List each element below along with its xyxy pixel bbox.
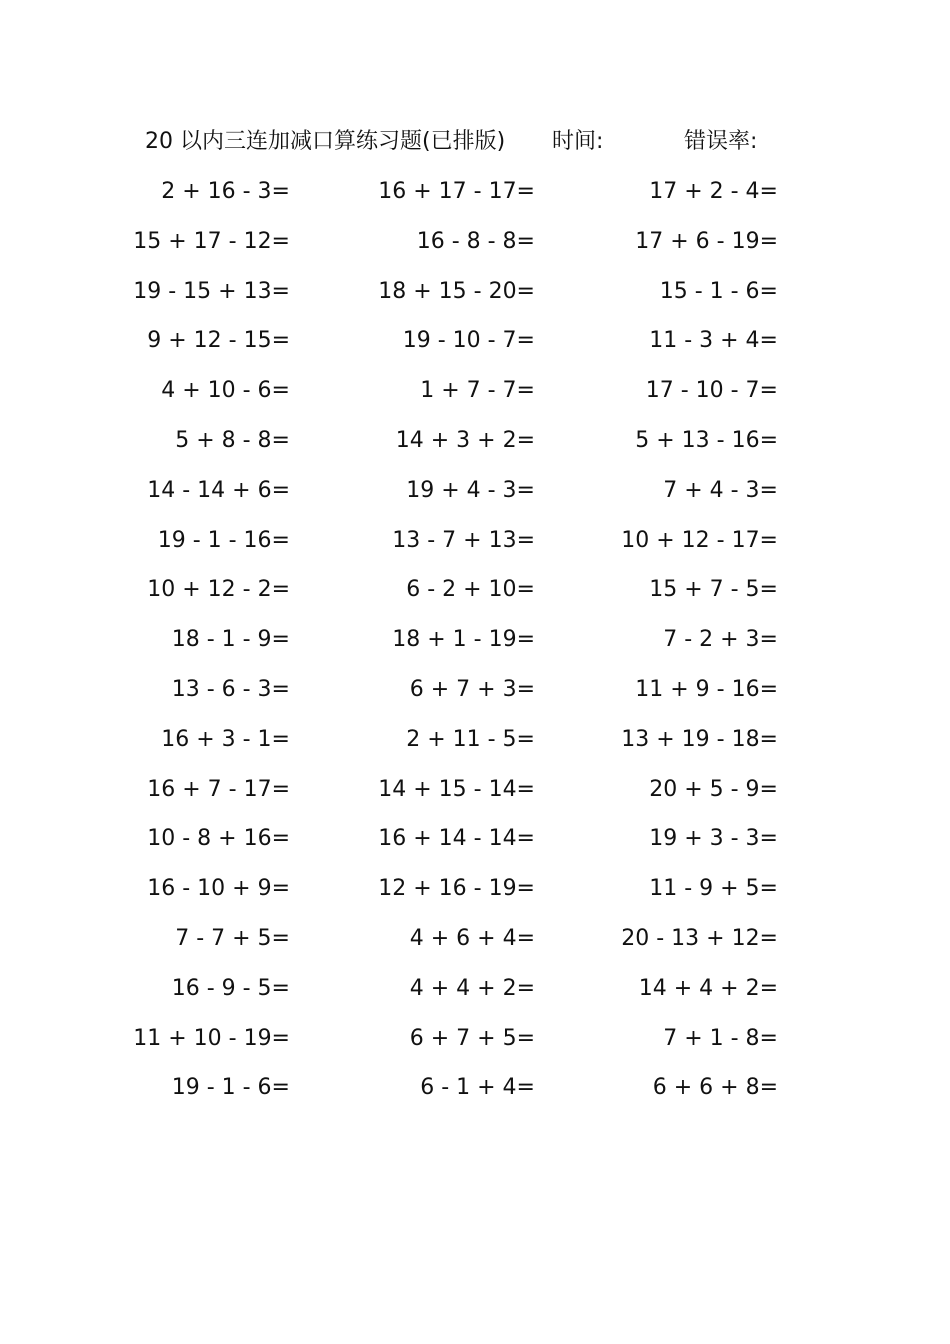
- arithmetic-problem: 14 + 3 + 2=: [395, 427, 535, 453]
- arithmetic-problem: 1 + 7 - 7=: [420, 378, 535, 404]
- arithmetic-problem: 16 + 3 - 1=: [161, 726, 290, 752]
- arithmetic-problem: 18 + 15 - 20=: [378, 278, 535, 304]
- arithmetic-problem: 13 - 7 + 13=: [392, 527, 535, 553]
- arithmetic-problem: 19 - 10 - 7=: [402, 328, 535, 354]
- time-label: 时间:: [552, 129, 604, 154]
- arithmetic-problem: 9 + 12 - 15=: [147, 328, 290, 354]
- problem-row: [0, 272, 950, 322]
- arithmetic-problem: 6 + 7 + 3=: [409, 676, 535, 702]
- arithmetic-problem: 2 + 11 - 5=: [406, 726, 535, 752]
- arithmetic-problem: 17 - 10 - 7=: [645, 378, 778, 404]
- problem-row: [0, 919, 950, 969]
- arithmetic-problem: 14 - 14 + 6=: [147, 477, 290, 503]
- problem-row: [0, 321, 950, 371]
- problem-row: [0, 720, 950, 770]
- arithmetic-problem: 20 + 5 - 9=: [649, 776, 778, 802]
- arithmetic-problem: 19 + 3 - 3=: [649, 826, 778, 852]
- problem-row: [0, 819, 950, 869]
- arithmetic-problem: 5 + 8 - 8=: [175, 427, 290, 453]
- arithmetic-problem: 6 - 2 + 10=: [406, 577, 535, 603]
- error-rate-label: 错误率:: [684, 129, 758, 154]
- problem-row: [0, 471, 950, 521]
- arithmetic-problem: 5 + 13 - 16=: [635, 427, 778, 453]
- problem-row: [0, 172, 950, 222]
- arithmetic-problem: 15 - 1 - 6=: [659, 278, 778, 304]
- problem-row: [0, 969, 950, 1019]
- arithmetic-problem: 11 - 3 + 4=: [649, 328, 778, 354]
- arithmetic-problem: 13 + 19 - 18=: [621, 726, 778, 752]
- arithmetic-problem: 19 - 1 - 6=: [171, 1075, 290, 1101]
- arithmetic-problem: 16 + 14 - 14=: [378, 826, 535, 852]
- arithmetic-problem: 10 + 12 - 17=: [621, 527, 778, 553]
- arithmetic-problem: 17 + 6 - 19=: [635, 228, 778, 254]
- arithmetic-problem: 16 + 17 - 17=: [378, 179, 535, 204]
- arithmetic-problem: 12 + 16 - 19=: [378, 876, 535, 902]
- arithmetic-problem: 17 + 2 - 4=: [649, 179, 778, 204]
- problem-row: [0, 670, 950, 720]
- arithmetic-problem: 14 + 15 - 14=: [378, 776, 535, 802]
- arithmetic-problem: 10 - 8 + 16=: [147, 826, 290, 852]
- arithmetic-problem: 7 + 4 - 3=: [663, 477, 778, 503]
- arithmetic-problem: 2 + 16 - 3=: [161, 179, 290, 204]
- arithmetic-problem: 16 - 9 - 5=: [171, 975, 290, 1001]
- worksheet-title: 20 以内三连加减口算练习题(已排版): [145, 129, 506, 154]
- arithmetic-problem: 19 - 15 + 13=: [133, 278, 290, 304]
- arithmetic-problem: 19 + 4 - 3=: [406, 477, 535, 503]
- arithmetic-problem: 18 - 1 - 9=: [171, 627, 290, 653]
- problem-row: [0, 222, 950, 272]
- arithmetic-problem: 6 + 6 + 8=: [652, 1075, 778, 1101]
- arithmetic-problem: 4 + 6 + 4=: [409, 925, 535, 951]
- problem-row: [0, 371, 950, 421]
- problem-row: [0, 620, 950, 670]
- worksheet-header: [0, 124, 950, 160]
- arithmetic-problem: 18 + 1 - 19=: [392, 627, 535, 653]
- problem-grid: [0, 172, 950, 1118]
- arithmetic-problem: 11 - 9 + 5=: [649, 876, 778, 902]
- arithmetic-problem: 16 - 10 + 9=: [147, 876, 290, 902]
- problem-row: [0, 1068, 950, 1118]
- arithmetic-problem: 16 - 8 - 8=: [416, 228, 535, 254]
- arithmetic-problem: 11 + 10 - 19=: [133, 1025, 290, 1051]
- problem-row: [0, 869, 950, 919]
- problem-row: [0, 1019, 950, 1069]
- arithmetic-problem: 19 - 1 - 16=: [157, 527, 290, 553]
- arithmetic-problem: 6 - 1 + 4=: [420, 1075, 535, 1101]
- arithmetic-problem: 15 + 17 - 12=: [133, 228, 290, 254]
- problem-row: [0, 570, 950, 620]
- arithmetic-problem: 7 - 7 + 5=: [175, 925, 290, 951]
- arithmetic-problem: 16 + 7 - 17=: [147, 776, 290, 802]
- problem-row: [0, 421, 950, 471]
- arithmetic-problem: 6 + 7 + 5=: [409, 1025, 535, 1051]
- arithmetic-problem: 4 + 4 + 2=: [409, 975, 535, 1001]
- arithmetic-problem: 15 + 7 - 5=: [649, 577, 778, 603]
- arithmetic-problem: 14 + 4 + 2=: [638, 975, 778, 1001]
- arithmetic-problem: 11 + 9 - 16=: [635, 676, 778, 702]
- arithmetic-problem: 10 + 12 - 2=: [147, 577, 290, 603]
- arithmetic-problem: 4 + 10 - 6=: [161, 378, 290, 404]
- arithmetic-problem: 7 + 1 - 8=: [663, 1025, 778, 1051]
- problem-row: [0, 770, 950, 820]
- arithmetic-problem: 7 - 2 + 3=: [663, 627, 778, 653]
- problem-row: [0, 521, 950, 571]
- arithmetic-problem: 20 - 13 + 12=: [621, 925, 778, 951]
- arithmetic-problem: 13 - 6 - 3=: [171, 676, 290, 702]
